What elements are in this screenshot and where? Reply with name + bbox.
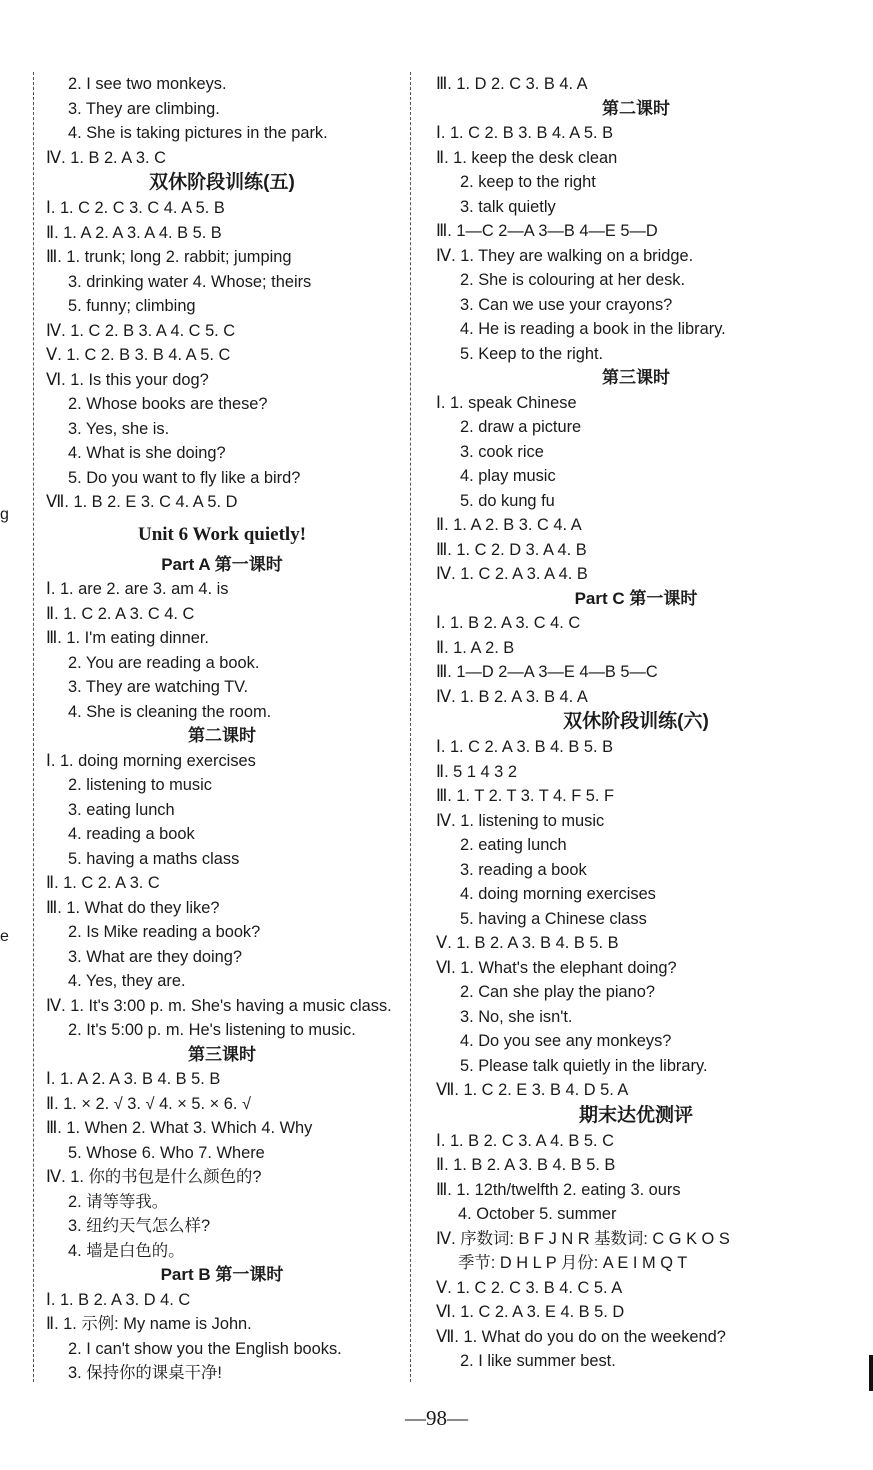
section-heading: 第二课时 bbox=[188, 726, 256, 745]
section-heading: Part B 第一课时 bbox=[160, 1265, 284, 1284]
answer-line: Ⅲ. 1. 12th/twelfth 2. eating 3. ours bbox=[436, 1180, 681, 1199]
answer-line: Ⅰ. 1. speak Chinese bbox=[436, 393, 577, 412]
answer-line: 2. I see two monkeys. bbox=[68, 75, 227, 93]
section-heading: Part A 第一课时 bbox=[161, 554, 283, 574]
answer-line: Ⅱ. 1. C 2. A 3. C 4. C bbox=[46, 604, 195, 623]
answer-line: Ⅲ. 1. T 2. T 3. T 4. F 5. F bbox=[436, 787, 615, 805]
answer-line: 4. doing morning exercises bbox=[460, 885, 656, 903]
answer-line: 2. It's 5:00 p. m. He's listening to music. bbox=[68, 1021, 356, 1039]
answer-line: Ⅰ. 1. B 2. A 3. C 4. C bbox=[436, 614, 581, 632]
answer-line: Ⅱ. 5 1 4 3 2 bbox=[436, 762, 517, 781]
edge-mark bbox=[869, 1355, 873, 1391]
answer-line: Ⅵ. 1. Is this your dog? bbox=[46, 370, 209, 389]
answer-line: 5. having a Chinese class bbox=[460, 909, 647, 928]
answer-line: 5. Keep to the right. bbox=[460, 344, 604, 363]
answer-line: 3. drinking water 4. Whose; theirs bbox=[68, 272, 312, 291]
answer-line: 4. Do you see any monkeys? bbox=[460, 1032, 672, 1050]
answer-line: Ⅰ. 1. B 2. C 3. A 4. B 5. C bbox=[436, 1131, 614, 1150]
answer-line: 4. Yes, they are. bbox=[68, 972, 186, 990]
section-heading: 第三课时 bbox=[188, 1044, 256, 1064]
section-heading: Unit 6 Work quietly! bbox=[137, 523, 307, 545]
answer-line: 4. reading a book bbox=[68, 825, 195, 843]
answer-line: 3. cook rice bbox=[460, 442, 544, 461]
answer-line: 3. talk quietly bbox=[460, 197, 556, 216]
answer-line: 2. I like summer best. bbox=[460, 1352, 616, 1370]
answer-line: Ⅰ. 1. doing morning exercises bbox=[46, 751, 256, 770]
answer-line: Ⅲ. 1—D 2—A 3—E 4—B 5—C bbox=[436, 663, 658, 681]
answer-line: Ⅰ. 1. A 2. A 3. B 4. B 5. B bbox=[46, 1070, 221, 1088]
answer-line: 4. 墙是白色的。 bbox=[68, 1241, 185, 1260]
answer-line: Ⅲ. 1—C 2—A 3—B 4—E 5—D bbox=[436, 222, 658, 240]
section-heading: 期末达优测评 bbox=[578, 1104, 693, 1126]
answer-line: Ⅳ. 1. They are walking on a bridge. bbox=[436, 246, 694, 265]
answer-line: Ⅳ. 1. C 2. A 3. A 4. B bbox=[436, 565, 588, 583]
answer-line: Ⅰ. 1. B 2. A 3. D 4. C bbox=[46, 1290, 191, 1309]
section-heading: 双休阶段训练(六) bbox=[563, 711, 709, 732]
answer-line: 2. draw a picture bbox=[460, 418, 582, 436]
answer-line: 5. Whose 6. Who 7. Where bbox=[68, 1143, 265, 1162]
answer-line: 3. They are watching TV. bbox=[68, 678, 249, 696]
answer-line: Ⅱ. 1. A 2. B 3. C 4. A bbox=[436, 516, 582, 534]
answer-line: Ⅱ. 1. C 2. A 3. C bbox=[46, 874, 160, 892]
answer-line: 2. Whose books are these? bbox=[68, 395, 268, 413]
answer-line: Ⅵ. 1. What's the elephant doing? bbox=[436, 958, 677, 977]
answer-line: Ⅱ. 1. A 2. A 3. A 4. B 5. B bbox=[46, 223, 222, 242]
answer-line: 4. play music bbox=[460, 467, 556, 485]
answer-line: 季节: D H L P 月份: A E I M Q T bbox=[458, 1254, 688, 1272]
answer-line: Ⅳ. 1. B 2. A 3. B 4. A bbox=[436, 687, 588, 706]
answer-line: Ⅲ. 1. D 2. C 3. B 4. A bbox=[436, 75, 588, 93]
section-heading: 第二课时 bbox=[602, 98, 670, 118]
answer-line: 2. I can't show you the English books. bbox=[68, 1339, 342, 1358]
answer-line: 5. Please talk quietly in the library. bbox=[460, 1056, 708, 1075]
answer-line: 4. What is she doing? bbox=[68, 444, 226, 462]
answer-line: Ⅲ. 1. trunk; long 2. rabbit; jumping bbox=[46, 248, 292, 266]
answer-line: 2. Can she play the piano? bbox=[460, 983, 656, 1001]
answer-line: Ⅲ. 1. I'm eating dinner. bbox=[46, 629, 209, 647]
answer-line: Ⅱ. 1. × 2. √ 3. √ 4. × 5. × 6. √ bbox=[46, 1094, 251, 1113]
section-heading: 双休阶段训练(五) bbox=[149, 172, 295, 193]
answer-line: Ⅶ. 1. What do you do on the weekend? bbox=[436, 1327, 726, 1346]
answer-line: 2. eating lunch bbox=[460, 836, 567, 854]
answer-line: 2. 请等等我。 bbox=[68, 1192, 169, 1211]
edge-fragment: g bbox=[0, 506, 9, 523]
answer-line: 3. No, she isn't. bbox=[460, 1007, 573, 1026]
answer-line: 3. They are climbing. bbox=[68, 99, 220, 118]
answer-line: 3. Can we use your crayons? bbox=[460, 295, 673, 314]
answer-line: 2. You are reading a book. bbox=[68, 653, 260, 672]
answer-line: Ⅵ. 1. C 2. A 3. E 4. B 5. D bbox=[436, 1303, 625, 1321]
answer-line: Ⅰ. 1. C 2. C 3. C 4. A 5. B bbox=[46, 199, 225, 217]
answer-line: 3. 纽约天气怎么样? bbox=[68, 1217, 211, 1235]
answer-line: Ⅰ. 1. are 2. are 3. am 4. is bbox=[46, 580, 229, 598]
answer-line: Ⅱ. 1. A 2. B bbox=[436, 638, 515, 657]
left-column bbox=[46, 72, 398, 1386]
answer-line: 3. eating lunch bbox=[68, 800, 175, 819]
left-margin-rule bbox=[33, 72, 34, 1382]
answer-line: 4. She is taking pictures in the park. bbox=[68, 124, 328, 142]
answer-line: 5. do kung fu bbox=[460, 491, 555, 510]
answer-line: Ⅳ. 1. B 2. A 3. C bbox=[46, 148, 166, 167]
answer-line: Ⅱ. 1. keep the desk clean bbox=[436, 148, 618, 167]
answer-line: 2. She is colouring at her desk. bbox=[460, 271, 686, 289]
answer-line: 3. Yes, she is. bbox=[68, 419, 170, 438]
answer-line: 5. funny; climbing bbox=[68, 297, 196, 315]
page-number: —98— bbox=[405, 1406, 468, 1430]
answer-line: 4. October 5. summer bbox=[458, 1205, 617, 1223]
answer-line: Ⅲ. 1. C 2. D 3. A 4. B bbox=[436, 540, 587, 559]
edge-fragment: e bbox=[0, 928, 9, 945]
answer-line: Ⅲ. 1. What do they like? bbox=[46, 898, 220, 917]
answer-line: Ⅳ. 1. listening to music bbox=[436, 811, 605, 830]
answer-line: Ⅰ. 1. C 2. A 3. B 4. B 5. B bbox=[436, 738, 614, 756]
answer-line: Ⅳ. 1. It's 3:00 p. m. She's having a music class. bbox=[46, 996, 392, 1015]
answer-line: 3. reading a book bbox=[460, 860, 587, 879]
answer-line: Ⅳ. 序数词: B F J N R 基数词: C G K O S bbox=[436, 1229, 730, 1248]
section-heading: 第三课时 bbox=[602, 368, 670, 387]
answer-line: Ⅴ. 1. C 2. B 3. B 4. A 5. C bbox=[46, 346, 231, 364]
answer-line: 5. Do you want to fly like a bird? bbox=[68, 468, 301, 487]
answer-line: 2. Is Mike reading a book? bbox=[68, 923, 261, 941]
answer-line: Ⅱ. 1. B 2. A 3. B 4. B 5. B bbox=[436, 1156, 616, 1174]
answer-line: 2. listening to music bbox=[68, 776, 212, 794]
answer-line: Ⅲ. 1. When 2. What 3. Which 4. Why bbox=[46, 1119, 313, 1137]
section-heading: Part C 第一课时 bbox=[574, 588, 698, 608]
answer-line: 5. having a maths class bbox=[68, 849, 240, 868]
right-column bbox=[436, 72, 836, 1374]
answer-line: 4. He is reading a book in the library. bbox=[460, 320, 726, 338]
answer-line: 3. What are they doing? bbox=[68, 947, 243, 966]
answer-line: Ⅶ. 1. B 2. E 3. C 4. A 5. D bbox=[46, 493, 238, 511]
answer-line: Ⅶ. 1. C 2. E 3. B 4. D 5. A bbox=[436, 1081, 629, 1099]
answer-line: 3. 保持你的课桌干净! bbox=[68, 1364, 222, 1382]
answer-line: Ⅴ. 1. C 2. C 3. B 4. C 5. A bbox=[436, 1278, 623, 1297]
answer-line: 4. She is cleaning the room. bbox=[68, 702, 272, 721]
answer-line: Ⅴ. 1. B 2. A 3. B 4. B 5. B bbox=[436, 934, 619, 952]
answer-line: Ⅳ. 1. 你的书包是什么颜色的? bbox=[46, 1168, 262, 1186]
answer-line: Ⅳ. 1. C 2. B 3. A 4. C 5. C bbox=[46, 321, 236, 340]
answer-line: Ⅱ. 1. 示例: My name is John. bbox=[46, 1315, 252, 1333]
column-divider bbox=[410, 72, 411, 1382]
answer-line: 2. keep to the right bbox=[460, 173, 596, 191]
answer-line: Ⅰ. 1. C 2. B 3. B 4. A 5. B bbox=[436, 124, 614, 142]
